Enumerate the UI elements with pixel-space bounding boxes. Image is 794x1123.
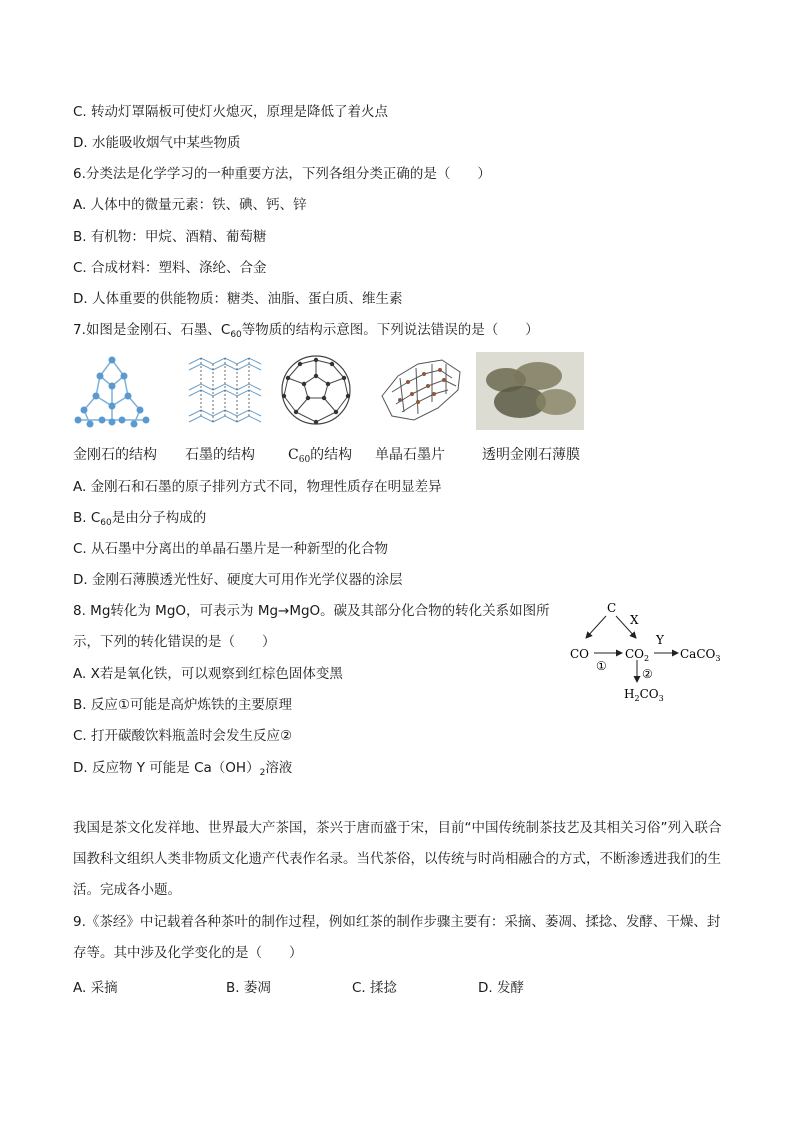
q6-stem: 6.分类法是化学学习的一种重要方法，下列各组分类正确的是（ ） [73,166,491,182]
q6-option-b: B. 有机物：甲烷、酒精、葡萄糖 [73,229,267,245]
q7-option-c: C. 从石墨中分离出的单晶石墨片是一种新型的化合物 [73,541,389,557]
q9-option-b: B. 萎凋 [226,980,271,996]
q7-option-a: A. 金刚石和石墨的原子排列方式不同，物理性质存在明显差异 [73,479,442,495]
caption-graphene: 单晶石墨片 [375,447,445,463]
q5-option-d: D. 水能吸收烟气中某些物质 [73,135,241,151]
node-co: CO [570,647,590,661]
q6-option-d: D. 人体重要的供能物质：糖类、油脂、蛋白质、维生素 [73,291,403,307]
arrow-c-to-co [586,616,606,638]
label-y: Y [656,633,664,647]
q9-option-d: D. 发酵 [478,980,524,996]
node-c: C [607,601,617,615]
caption-diamond: 金刚石的结构 [73,447,157,463]
c60-structure-image [278,352,354,428]
q8-stem-line1: 8. Mg转化为 MgO，可表示为 Mg→MgO。碳及其部分化合物的转化关系如图所 [73,603,550,619]
q8-option-c: C. 打开碳酸饮料瓶盖时会发生反应② [73,728,293,744]
caption-diamond-film: 透明金刚石薄膜 [482,447,580,463]
q7-option-d: D. 金刚石薄膜透光性好、硬度大可用作光学仪器的涂层 [73,572,403,588]
q9-option-a: A. 采摘 [73,980,118,996]
node-h2co3: $H_2CO_3$ [624,687,664,703]
label-x: X [630,613,639,627]
graphene-sheet-image [378,356,464,424]
q5-option-c: C. 转动灯罩隔板可使灯火熄灭，原理是降低了着火点 [73,104,389,120]
node-co2: $CO_2$ [625,647,650,663]
q8-option-b: B. 反应①可能是高炉炼铁的主要原理 [73,697,292,713]
diamond-film-image [476,352,584,430]
q7-stem: 7.如图是金刚石、石墨、$C_{60}$等物质的结构示意图。下列说法错误的是（ ） [73,322,539,340]
caption-c60: $C_{60}$的结构 [288,447,353,465]
q8-option-d: D. 反应物 Y 可能是 $Ca(OH)_2$溶液 [73,760,293,778]
graphite-structure-image [185,352,265,432]
q9-option-c: C. 揉捻 [352,980,398,996]
node-caco3: CaCO$_3$ [680,647,721,663]
caption-graphite: 石墨的结构 [185,447,255,463]
q6-option-a: A. 人体中的微量元素：铁、碘、钙、锌 [73,197,307,213]
q9-stem: 9.《茶经》中记载着各种茶叶的制作过程，例如红茶的制作步骤主要有：采摘、萎凋、揉捻、发酵、干燥、封存等。其中涉及化学变化的是（ ） [73,914,721,961]
reading-passage: 我国是茶文化发祥地、世界最大产茶国，茶兴于唐而盛于宋，目前“中国传统制茶技艺及其相关习俗”列入联合国教科文组织人类非物质文化遗产代表作名录。当代茶俗，以传统与时尚相融合的方式，不断渗透进我们的生活。完成各小题。 [73,820,722,898]
label-reaction-1: ① [596,659,607,673]
carbon-conversion-diagram [560,598,730,706]
q8-stem-line2: 示，下列的转化错误的是（ ） [73,634,276,650]
diamond-structure-image [72,352,152,432]
q7-option-b: B. $C_{60}$是由分子构成的 [73,510,207,528]
q8-option-a: A. X若是氧化铁，可以观察到红棕色固体变黑 [73,666,343,682]
q6-option-c: C. 合成材料：塑料、涤纶、合金 [73,260,267,276]
label-reaction-2: ② [642,667,653,681]
